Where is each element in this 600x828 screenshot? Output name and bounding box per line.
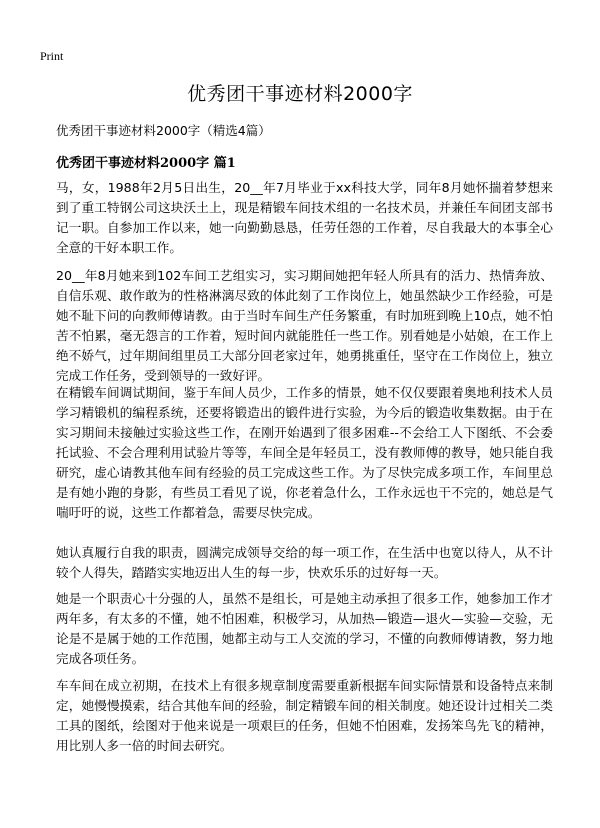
- print-link[interactable]: Print: [40, 49, 64, 63]
- section-heading: 优秀团干事迹材料2000字 篇1: [56, 156, 236, 171]
- paragraph-5: 她是一个职责心十分强的人，虽然不是组长，可是她主动承担了很多工作，她参加工作才两年多，有太多的不懂，她不怕困难，积极学习，从加热—锻造—退火—实验—交验，无论是不是属于她的工作范围，她都主动与工人交流的学习，不懂的向教师傅请教，努力地完成各项任务。: [56, 591, 553, 666]
- document-subtitle: 优秀团干事迹材料2000字（精选4篇）: [56, 123, 271, 138]
- paragraph-4: 她认真履行自我的职责，圆满完成领导交给的每一项工作，在生活中也宽以待人，从不计较个人得失，踏踏实实地迈出人生的每一步，快欢乐乐的过好每一天。: [56, 545, 553, 580]
- paragraph-1: 马，女，1988年2月5日出生，20__年7月毕业于xx科技大学，同年8月她怀揣着梦想来到了重工特钢公司这块沃土上，现是精锻车间技术组的一名技术员，并兼任车间团支部书记一职。自参加工作以来，她一向勤勤恳恳，任劳任怨的工作着，尽自我最大的本事全心全意的干好本职工作。: [56, 180, 553, 255]
- document-title: 优秀团干事迹材料2000字: [187, 83, 413, 105]
- paragraph-2: 20__年8月她来到102车间工艺组实习，实习期间她把年轻人所具有的活力、热情奔放、自信乐观、敢作敢为的性格淋漓尽致的体此刻了工作岗位上，她虽然缺少工作经验，可是她不耻下问的向教师傅请教。由于当时车间生产任务繁重，有时加班到晚上10点，她不怕苦不怕累，毫无怨言的工作着，短时间内就能胜任一些工作。别看她是小姑娘，在工作上绝不娇气，过年期间组里员工大部分回老家过年，她勇挑重任，坚守在工作岗位上，独立完成工作任务，受到领导的一致好评。: [56, 268, 553, 383]
- paragraph-3: 在精锻车间调试期间，鉴于车间人员少，工作多的情景，她不仅仅要跟着奥地利技术人员学习精锻机的编程系统，还要将锻造出的锻件进行实验，为今后的锻造收集数据。由于在实习期间未接触过实验这些工作，在刚开始遇到了很多困难--不会给工人下图纸、不会委托试验、不会合理利用试验片等等，车间全是年轻员工，没有教师傅的教导，她只能自我研究，虚心请教其他车间有经验的员工完成这些工作。为了尽快完成多项工作，车间里总是有她小跑的身影，有些员工看见了说，你老着急什么，工作永远也干不完的，她总是气喘吁吁的说，这些工作都着急，需要尽快完成。: [56, 385, 553, 520]
- paragraph-6: 车车间在成立初期，在技术上有很多规章制度需要重新根据车间实际情景和设备特点来制定，她慢慢摸索，结合其他车间的经验，制定精锻车间的相关制度。她还设计过相关二类工具的图纸，绘图对于他来说是一项艰巨的任务，但她不怕困难，发扬笨鸟先飞的精神，用比别人多一倍的时间去研究。: [56, 678, 553, 753]
